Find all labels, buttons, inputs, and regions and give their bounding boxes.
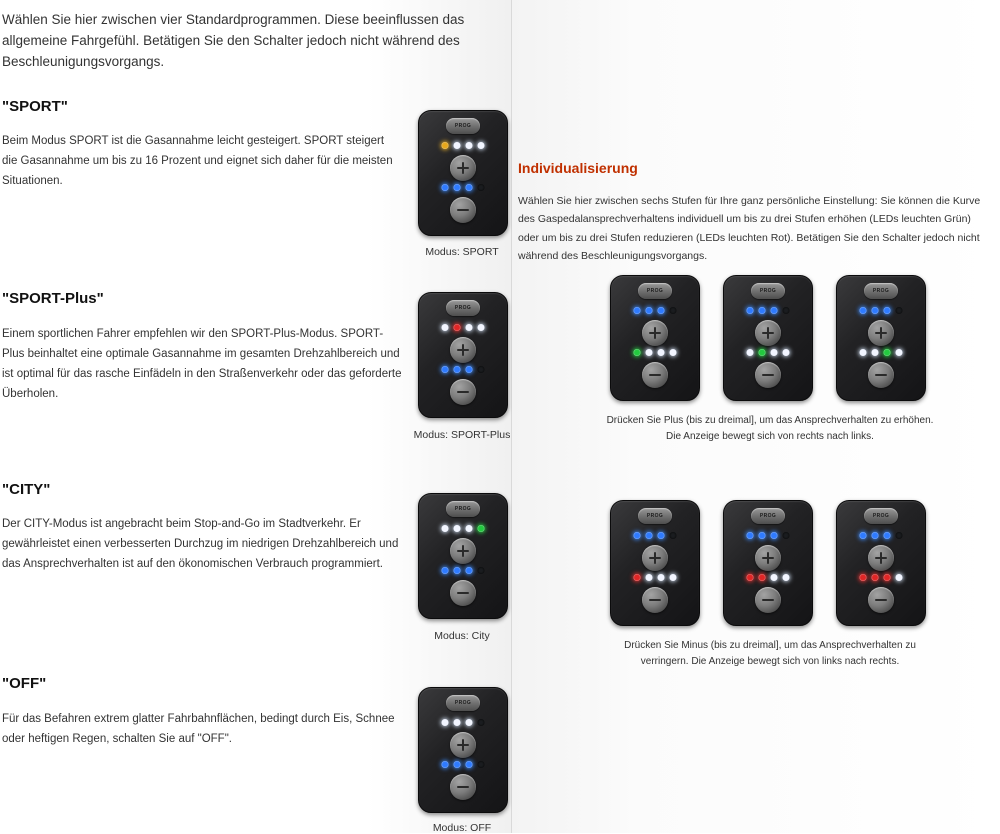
led [872, 307, 879, 314]
plus-button-minus-1[interactable] [642, 545, 668, 571]
device-plus-3 [836, 275, 926, 401]
led-row-bottom-sport-plus [442, 366, 485, 373]
led [454, 567, 461, 574]
led-row-top-plus-1 [634, 307, 677, 314]
led [783, 574, 790, 581]
led [442, 761, 449, 768]
led [860, 532, 867, 539]
led-row-bottom-minus-1 [634, 574, 677, 581]
plus-button-sport-plus[interactable] [450, 337, 476, 363]
device-sport [418, 110, 508, 236]
individualisierung-title: Individualisierung [518, 160, 638, 176]
minus-button-plus-1[interactable] [642, 362, 668, 388]
led [896, 349, 903, 356]
plus-button-plus-1[interactable] [642, 320, 668, 346]
minus-button-minus-1[interactable] [642, 587, 668, 613]
led [771, 307, 778, 314]
mode-text-sport: Beim Modus SPORT ist die Gasannahme leicht gesteigert. SPORT steigert die Gasannahme um bis zu 16 Prozent und eignet sich daher für die meisten Situationen. [2, 135, 393, 188]
caption-off: Modus: OFF [432, 822, 492, 834]
led [466, 142, 473, 149]
caption-sport-plus: Modus: SPORT-Plus [413, 429, 511, 441]
led [747, 532, 754, 539]
minus-button-minus-3[interactable] [868, 587, 894, 613]
plus-button-plus-2[interactable] [755, 320, 781, 346]
plus-button-minus-3[interactable] [868, 545, 894, 571]
led [884, 532, 891, 539]
individualisierung-text: Wählen Sie hier zwischen sechs Stufen für Ihre ganz persönliche Einstellung: Sie können die Kurve des Gaspedalansprechverhaltens individuell um bis zu drei Stufen erhöhen (LEDs leuchten Grün) oder um bis zu drei Stufen reduzieren (LEDs leuchten Rot). Betätigen Sie den Schalter jedoch nicht während des Beschleunigungsvorgangs. [518, 195, 981, 263]
led [466, 184, 473, 191]
led [442, 142, 449, 149]
minus-button-sport[interactable] [450, 197, 476, 223]
prog-label-minus-3: PROG [864, 508, 898, 524]
led [466, 525, 473, 532]
led-row-top-sport [442, 142, 485, 149]
led [442, 719, 449, 726]
led [466, 761, 473, 768]
device-plus-1 [610, 275, 700, 401]
plus-button-off[interactable] [450, 732, 476, 758]
device-minus-1 [610, 500, 700, 626]
mode-text-city: Der CITY-Modus ist angebracht beim Stop-and-Go im Stadtverkehr. Er gewährleistet einen verbesserten Durchzug im niedrigen Drehzahlbereich und das Ansprechverhalten ist auf den ökonomischen Verbrauch programmiert. [2, 518, 399, 571]
led-row-top-minus-3 [860, 532, 903, 539]
led [860, 574, 867, 581]
led [454, 761, 461, 768]
prog-label-plus-1: PROG [638, 283, 672, 299]
caption-city: Modus: City [434, 630, 490, 642]
led [771, 349, 778, 356]
led [783, 349, 790, 356]
mode-text-off: Für das Befahren extrem glatter Fahrbahnflächen, bedingt durch Eis, Schnee oder heftigen Regen, schalten Sie auf "OFF". [2, 713, 395, 746]
led [747, 349, 754, 356]
device-minus-2 [723, 500, 813, 626]
led [634, 349, 641, 356]
led [670, 574, 677, 581]
prog-label-city: PROG [446, 501, 480, 517]
prog-label-off: PROG [446, 695, 480, 711]
led [646, 307, 653, 314]
led-row-top-minus-2 [747, 532, 790, 539]
led [860, 307, 867, 314]
led [759, 532, 766, 539]
led [670, 307, 677, 314]
minus-button-plus-3[interactable] [868, 362, 894, 388]
led [478, 761, 485, 768]
mode-title-off: "OFF" [2, 675, 47, 692]
minus-row-caption: Drücken Sie Minus (bis zu dreimal], um das Ansprechverhalten zu verringern. Die Anzeige bewegt sich von links nach rechts. [624, 640, 916, 667]
led [759, 307, 766, 314]
led-row-top-city [442, 525, 485, 532]
minus-button-sport-plus[interactable] [450, 379, 476, 405]
device-plus-2 [723, 275, 813, 401]
led [860, 349, 867, 356]
led [872, 349, 879, 356]
plus-button-plus-3[interactable] [868, 320, 894, 346]
led-row-bottom-minus-2 [747, 574, 790, 581]
led [466, 719, 473, 726]
led [747, 574, 754, 581]
led [896, 532, 903, 539]
led [771, 574, 778, 581]
led [872, 532, 879, 539]
device-minus-3 [836, 500, 926, 626]
led [454, 719, 461, 726]
minus-button-off[interactable] [450, 774, 476, 800]
device-city [418, 493, 508, 619]
led [658, 349, 665, 356]
led [442, 324, 449, 331]
mode-text-sport-plus: Einem sportlichen Fahrer empfehlen wir den SPORT-Plus-Modus. SPORT-Plus beinhaltet eine optimale Gasannahme im gesamten Drehzahlbereich und ist optimal für das rasche Einfädeln in den Straßenverkehr oder das geforderte Überholen. [2, 328, 402, 401]
led [442, 525, 449, 532]
led [478, 324, 485, 331]
caption-sport: Modus: SPORT [425, 246, 499, 258]
device-sport-plus [418, 292, 508, 418]
led [747, 307, 754, 314]
device-off [418, 687, 508, 813]
led [466, 567, 473, 574]
plus-button-city[interactable] [450, 538, 476, 564]
led [466, 324, 473, 331]
prog-label-sport-plus: PROG [446, 300, 480, 316]
prog-label-plus-2: PROG [751, 283, 785, 299]
led [884, 574, 891, 581]
led-row-bottom-plus-3 [860, 349, 903, 356]
mode-title-sport: "SPORT" [2, 98, 68, 115]
led [896, 307, 903, 314]
led-row-bottom-city [442, 567, 485, 574]
plus-row-caption: Drücken Sie Plus (bis zu dreimal], um das Ansprechverhalten zu erhöhen. Die Anzeige bewegt sich von rechts nach links. [606, 415, 934, 442]
led [634, 307, 641, 314]
led [646, 349, 653, 356]
led [454, 366, 461, 373]
led [466, 366, 473, 373]
led [646, 574, 653, 581]
intro-paragraph: Wählen Sie hier zwischen vier Standardprogrammen. Diese beeinflussen das allgemeine Fahrgefühl. Betätigen Sie den Schalter jedoch nicht während des Beschleunigungsvorgangs. [2, 12, 465, 69]
led [442, 567, 449, 574]
led [658, 532, 665, 539]
led [454, 324, 461, 331]
led [771, 532, 778, 539]
prog-label-minus-1: PROG [638, 508, 672, 524]
led [442, 366, 449, 373]
led [478, 184, 485, 191]
led-row-top-plus-3 [860, 307, 903, 314]
plus-button-minus-2[interactable] [755, 545, 781, 571]
led [783, 532, 790, 539]
led [478, 525, 485, 532]
led [454, 184, 461, 191]
plus-button-sport[interactable] [450, 155, 476, 181]
led-row-bottom-sport [442, 184, 485, 191]
led [759, 349, 766, 356]
led [478, 567, 485, 574]
led-row-bottom-plus-2 [747, 349, 790, 356]
minus-button-plus-2[interactable] [755, 362, 781, 388]
prog-label-minus-2: PROG [751, 508, 785, 524]
led [658, 574, 665, 581]
led [634, 532, 641, 539]
led [478, 142, 485, 149]
minus-button-minus-2[interactable] [755, 587, 781, 613]
led-row-bottom-off [442, 761, 485, 768]
led [454, 142, 461, 149]
led [478, 719, 485, 726]
led [478, 366, 485, 373]
led [759, 574, 766, 581]
mode-title-sport-plus: "SPORT-Plus" [2, 290, 104, 307]
led [646, 532, 653, 539]
led-row-bottom-minus-3 [860, 574, 903, 581]
led [884, 349, 891, 356]
led-row-bottom-plus-1 [634, 349, 677, 356]
led [670, 349, 677, 356]
prog-label-sport: PROG [446, 118, 480, 134]
led [454, 525, 461, 532]
mode-title-city: "CITY" [2, 481, 51, 498]
prog-label-plus-3: PROG [864, 283, 898, 299]
led [658, 307, 665, 314]
led-row-top-sport-plus [442, 324, 485, 331]
led [783, 307, 790, 314]
led [442, 184, 449, 191]
led [872, 574, 879, 581]
led [670, 532, 677, 539]
led [896, 574, 903, 581]
led-row-top-minus-1 [634, 532, 677, 539]
led [884, 307, 891, 314]
led [634, 574, 641, 581]
led-row-top-off [442, 719, 485, 726]
minus-button-city[interactable] [450, 580, 476, 606]
led-row-top-plus-2 [747, 307, 790, 314]
